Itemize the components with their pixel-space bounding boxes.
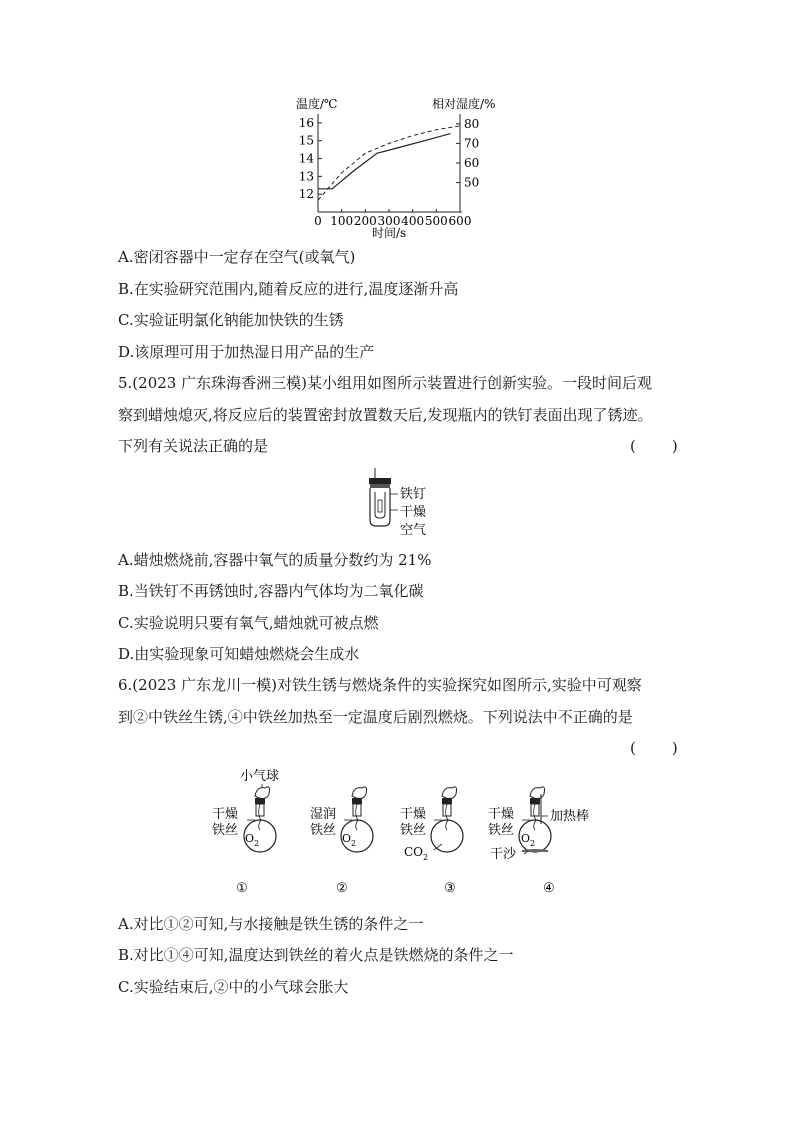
x-tick-label: 300 [377, 214, 401, 228]
q5-option-c: C.实验说明只要有氧气,蜡烛就可被点燃 [118, 614, 379, 632]
balloon-icon [255, 787, 270, 799]
flask-1-gas: O [245, 832, 255, 845]
svg-text:O2 [521, 832, 535, 848]
y-left-tick-label: 16 [298, 115, 314, 130]
q6-stem-line-1: 6.(2023 广东龙川一模)对铁生锈与燃烧条件的实验探究如图所示,实验中可观察 [118, 676, 642, 694]
q5-option-b: B.当铁钉不再锈蚀时,容器内气体均为二氧化碳 [118, 582, 424, 600]
q6-apparatus-figure [200, 764, 620, 900]
flask-3-label-top: 干燥 [400, 807, 427, 822]
flask-4-label-top: 干燥 [488, 807, 515, 822]
q6-option-a: A.对比①②可知,与水接触是铁生锈的条件之一 [118, 915, 424, 933]
label-dry: 干燥 [400, 505, 427, 520]
q5-stem-line-3: 下列有关说法正确的是 [118, 437, 269, 455]
label-air: 空气 [400, 523, 427, 538]
q5-stem-line-2: 察到蜡烛熄灭,将反应后的装置密封放置数天后,发现瓶内的铁钉表面出现了锈迹。 [118, 406, 653, 424]
q4-option-a: A.密闭容器中一定存在空气(或氧气) [118, 248, 356, 266]
flask-4-index: ④ [543, 881, 555, 896]
candle-icon [378, 500, 382, 512]
flask-3-gas: CO [404, 845, 424, 859]
balloon-icon [442, 787, 457, 799]
y-right-axis-label: 相对湿度/% [432, 97, 496, 111]
x-tick-label: 0 [314, 214, 322, 228]
x-tick-label: 400 [401, 214, 425, 228]
flask-3-index: ③ [444, 881, 456, 896]
balloon-icon [530, 787, 545, 799]
iron-wire-icon [259, 804, 261, 830]
flask-3 [431, 787, 463, 852]
flask-4-gas: O [521, 832, 531, 845]
label-balloon: 小气球 [240, 769, 280, 784]
candle-holder-icon [375, 492, 385, 518]
flask-2-index: ② [336, 881, 348, 896]
flask-2-gas-sub: 2 [351, 839, 357, 848]
q6-stem-line-2: 到②中铁丝生锈,④中铁丝加热至一定温度后剧烈燃烧。下列说法中不正确的是 [118, 708, 633, 726]
y-left-tick-label: 14 [298, 151, 314, 166]
flask-4 [519, 787, 551, 854]
flask-4-gas-sub: 2 [530, 839, 536, 848]
y-right-tick-label: 50 [464, 175, 480, 190]
flask-2-gas: O [342, 832, 352, 845]
q4-option-c: C.实验证明氯化钠能加快铁的生锈 [118, 311, 344, 329]
q6-option-b: B.对比①④可知,温度达到铁丝的着火点是铁燃烧的条件之一 [118, 946, 514, 964]
q4-option-b: B.在实验研究范围内,随着反应的进行,温度逐渐升高 [118, 280, 459, 298]
flask-4-label-bottom: 铁丝 [488, 823, 515, 838]
jar-icon [370, 488, 390, 526]
x-tick-label: 200 [353, 214, 377, 228]
flask-1 [244, 787, 276, 852]
q5-answer-blank: ( ) [630, 437, 680, 455]
q5-option-d: D.由实验现象可知蜡烛燃烧会生成水 [118, 645, 360, 663]
balloon-icon [352, 787, 367, 799]
y-left-tick-label: 13 [298, 169, 314, 184]
x-axis-label: 时间/s [372, 226, 407, 240]
iron-wire-icon [446, 804, 448, 830]
q4-option-d: D.该原理可用于加热湿日用产品的生产 [118, 343, 375, 361]
x-tick-label: 500 [424, 214, 448, 228]
y-right-tick-label: 60 [464, 156, 480, 170]
flask-2-label-bottom: 铁丝 [310, 823, 337, 838]
q6-option-c: C.实验结束后,②中的小气球会胀大 [118, 978, 349, 996]
flask-2-label-top: 湿润 [310, 807, 337, 822]
iron-wire-icon [356, 804, 358, 830]
stopper-icon [369, 478, 391, 484]
flask-1-label-top: 干燥 [212, 807, 239, 822]
q5-apparatus-figure [360, 464, 440, 544]
flask-1-label-bottom: 铁丝 [212, 823, 239, 838]
label-nail: 铁钉 [400, 487, 427, 502]
series-line-temperature [318, 134, 451, 189]
temperature-humidity-chart [280, 92, 520, 242]
iron-wire-icon [534, 804, 536, 830]
x-tick-label: 600 [448, 214, 472, 228]
flask-4-label-sand: 干沙 [490, 847, 517, 862]
flask-2 [341, 787, 373, 852]
x-tick-label: 100 [330, 214, 354, 228]
q5-stem-line-1: 5.(2023 广东珠海香洲三模)某小组用如图所示装置进行创新实验。一段时间后观 [118, 374, 652, 392]
y-right-tick-label: 80 [464, 116, 480, 131]
flask-3-gas-sub: 2 [423, 853, 429, 862]
flask-1-index: ① [236, 881, 248, 896]
y-left-tick-label: 12 [298, 187, 314, 202]
flask-1-gas-sub: 2 [254, 839, 260, 848]
q6-answer-blank: ( ) [630, 739, 680, 757]
svg-text:CO2 [404, 845, 428, 862]
flask-icon [431, 820, 463, 852]
flask-3-label-bottom: 铁丝 [400, 823, 427, 838]
flask-4-label-heater: 加热棒 [550, 809, 590, 824]
q5-option-a: A.蜡烛燃烧前,容器中氧气的质量分数约为 21% [118, 551, 432, 569]
y-left-axis-label: 温度/℃ [296, 97, 338, 111]
y-left-tick-label: 15 [298, 133, 314, 148]
y-right-tick-label: 70 [464, 136, 480, 151]
